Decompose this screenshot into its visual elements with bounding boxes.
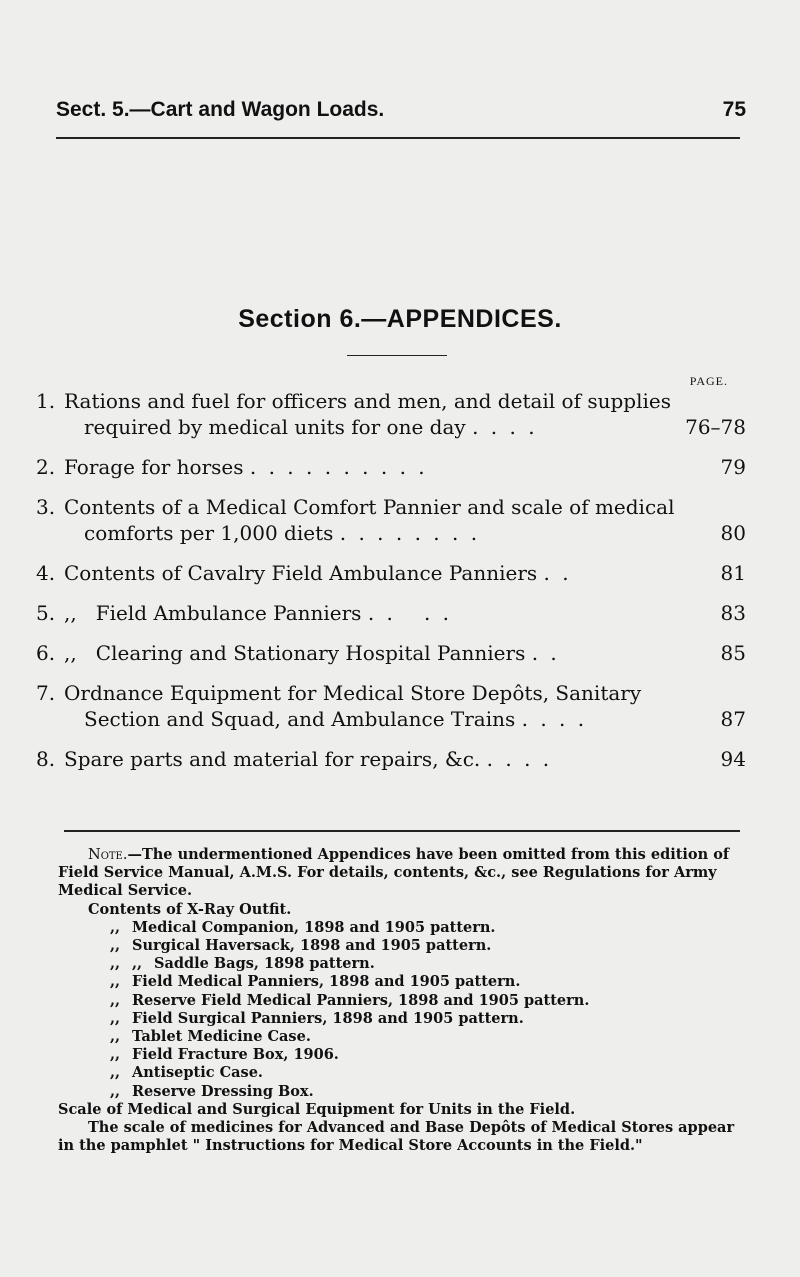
leader-dots: . . <box>531 641 560 665</box>
toc-text-line: ,, Field Ambulance Panniers <box>64 601 362 625</box>
list-item: ,, Field Fracture Box, 1906. <box>110 1046 339 1064</box>
leader-dots: . . . . <box>472 415 538 439</box>
list-item: ,, Tablet Medicine Case. <box>110 1028 311 1046</box>
toc-text-line: Section and Squad, and Ambulance Trains . . . . <box>84 707 588 731</box>
toc-page: 80 <box>720 521 746 545</box>
list-item: ,, Surgical Haversack, 1898 and 1905 pattern. <box>110 937 492 955</box>
toc-text-line: ,, Clearing and Stationary Hospital Panniers <box>64 641 526 665</box>
leader-dots: . . . . <box>367 601 453 625</box>
toc-number: 5. <box>36 601 56 625</box>
page-column-label: PAGE. <box>689 374 728 388</box>
header-rule <box>56 137 740 139</box>
list-item: ,, Field Surgical Panniers, 1898 and 1905 pattern. <box>110 1009 524 1027</box>
toc-page: 81 <box>720 561 746 585</box>
toc-page: 85 <box>720 641 746 665</box>
title-rule <box>347 355 447 356</box>
toc-page: 87 <box>720 707 746 731</box>
list-item: ,, Medical Companion, 1898 and 1905 pattern. <box>110 918 496 936</box>
leader-dots: . . . . . . . . <box>339 521 481 545</box>
toc-number: 7. <box>36 681 56 705</box>
list-item: ,, Antiseptic Case. <box>110 1064 263 1082</box>
running-head <box>56 98 746 128</box>
leader-dots: . . . . . . . . . . <box>249 455 428 479</box>
toc-page: 83 <box>720 601 746 625</box>
running-head-title: Sect. 5.—Cart and Wagon Loads. <box>56 98 385 121</box>
toc-page: 76–78 <box>685 415 746 439</box>
note-block <box>58 846 746 1155</box>
section-rule <box>64 830 740 832</box>
leader-dots: . . . . <box>486 747 553 771</box>
list-item: ,, ,, Saddle Bags, 1898 pattern. <box>110 955 375 973</box>
toc-number: 1. <box>36 389 56 413</box>
toc-page: 94 <box>720 747 746 771</box>
page-number: 75 <box>722 98 746 121</box>
leader-dots: . . <box>543 561 572 585</box>
note-label: Note. <box>88 847 128 863</box>
toc-number: 2. <box>36 455 56 479</box>
note-closing: The scale of medicines for Advanced and Base Depôts of Medical Stores appear in the pamphlet " Instructions for Medical Store Accounts in the Field." <box>58 1119 735 1155</box>
toc-text-line: comforts per 1,000 diets . . . . . . . . <box>84 521 481 545</box>
toc-text-line: Rations and fuel for officers and men, and detail of supplies <box>64 389 672 413</box>
toc-number: 6. <box>36 641 56 665</box>
toc-text-line: Spare parts and material for repairs, &c. <box>64 747 481 771</box>
toc-text-line: required by medical units for one day . . . . <box>84 415 538 439</box>
list-item: ,, Field Medical Panniers, 1898 and 1905 pattern. <box>110 973 521 991</box>
toc-text-line: Ordnance Equipment for Medical Store Depôts, Sanitary <box>64 681 642 705</box>
list-item: ,, Reserve Dressing Box. <box>110 1082 314 1100</box>
toc-text-line: Forage for horses <box>64 455 244 479</box>
note-contents-line: Contents of X-Ray Outfit. <box>88 900 292 918</box>
note-intro: Note.—The undermentioned Appendices have been omitted from this edition of Field Service Manual, A.M.S. For details, contents, &c., see Regulations for Army Medical Service. <box>58 846 730 900</box>
toc-text-line: Contents of Cavalry Field Ambulance Panniers <box>64 561 538 585</box>
toc-page: 79 <box>720 455 746 479</box>
note-scale-line: Scale of Medical and Surgical Equipment for Units in the Field. <box>58 1100 576 1118</box>
list-item: ,, Reserve Field Medical Panniers, 1898 and 1905 pattern. <box>110 991 590 1009</box>
leader-dots: . . . . <box>521 707 588 731</box>
section-title: Section 6.—APPENDICES. <box>238 305 562 333</box>
toc-number: 4. <box>36 561 56 585</box>
toc-number: 3. <box>36 495 56 519</box>
toc-text-line: Contents of a Medical Comfort Pannier and scale of medical <box>64 495 675 519</box>
note-list <box>58 919 746 1101</box>
toc-number: 8. <box>36 747 56 771</box>
